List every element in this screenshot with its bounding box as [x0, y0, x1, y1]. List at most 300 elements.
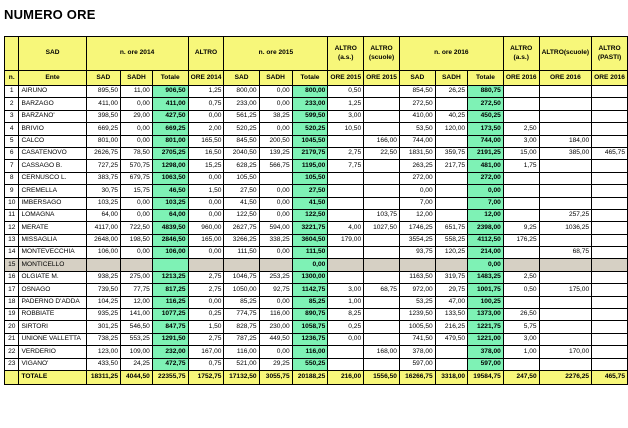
col-ore-2016-c: ORE 2016: [592, 71, 628, 86]
cell-sad-2016: 0,00: [399, 185, 435, 197]
cell-totale-2014: 906,50: [152, 86, 188, 98]
cell-altro-as-2016: 9,25: [503, 222, 539, 234]
cell-sadh-2014: 109,00: [120, 346, 152, 358]
cell-altro-as-2016: 5,75: [503, 321, 539, 333]
cell-totale-2015: 1236,75: [292, 333, 328, 345]
cell-totale-2014: 22355,75: [152, 370, 188, 384]
cell-sadh-2016: 319,75: [435, 271, 467, 283]
cell-sad-2014: 2626,75: [86, 147, 120, 159]
cell-sadh-2015: 0,00: [259, 296, 292, 308]
cell-n: 17: [5, 284, 19, 296]
cell-sad-2016: [399, 259, 435, 271]
cell-altro-pasti-2016: [592, 110, 628, 122]
cell-altro-scuole-2015: [364, 358, 400, 370]
cell-sadh-2016: 651,75: [435, 222, 467, 234]
cell-sad-2014: 801,00: [86, 135, 120, 147]
cell-altro-pasti-2016: [592, 222, 628, 234]
cell-n: 15: [5, 259, 19, 271]
cell-altro-scuole-2016: 68,75: [539, 247, 592, 259]
table-row: [5, 259, 628, 271]
cell-totale-2015: 1300,00: [292, 271, 328, 283]
table-row: [5, 247, 628, 259]
cell-altro-as-2015: 3,00: [328, 284, 364, 296]
cell-sadh-2015: 594,00: [259, 222, 292, 234]
cell-altro-scuole-2015: [364, 197, 400, 209]
cell-sadh-2016: 558,25: [435, 234, 467, 246]
cell-sadh-2015: 0,00: [259, 98, 292, 110]
cell-sad-2015: 17132,50: [224, 370, 259, 384]
cell-altro-scuole-2016: [539, 321, 592, 333]
cell-altro-2014: 165,00: [188, 234, 224, 246]
cell-sad-2014: 669,25: [86, 123, 120, 135]
cell-altro-as-2015: 0,25: [328, 321, 364, 333]
cell-sad-2014: 123,00: [86, 346, 120, 358]
cell-sad-2016: 854,50: [399, 86, 435, 98]
table-row: [5, 271, 628, 283]
cell-sadh-2016: 133,50: [435, 309, 467, 321]
header-altro-as-2015: ALTRO (a.s.): [328, 37, 364, 71]
cell-totale-2015: 122,50: [292, 209, 328, 221]
cell-totale-2015: 27,50: [292, 185, 328, 197]
table-row: [5, 358, 628, 370]
col-ore-2016-a: ORE 2016: [503, 71, 539, 86]
cell-altro-pasti-2016: [592, 135, 628, 147]
cell-sadh-2016: 47,00: [435, 296, 467, 308]
cell-sad-2014: 103,25: [86, 197, 120, 209]
cell-altro-scuole-2016: 1036,25: [539, 222, 592, 234]
cell-altro-pasti-2016: 465,75: [592, 147, 628, 159]
cell-altro-2014: 0,00: [188, 110, 224, 122]
cell-altro-as-2015: 3,00: [328, 110, 364, 122]
cell-altro-as-2016: [503, 110, 539, 122]
cell-altro-2014: 0,00: [188, 197, 224, 209]
cell-sad-2015: 774,75: [224, 309, 259, 321]
cell-sad-2016: 1746,25: [399, 222, 435, 234]
cell-sad-2016: 1831,50: [399, 147, 435, 159]
cell-totale-2016: 19584,75: [468, 370, 504, 384]
cell-sad-2015: 3266,25: [224, 234, 259, 246]
cell-totale-2016: 4112,50: [468, 234, 504, 246]
cell-altro-as-2016: 176,25: [503, 234, 539, 246]
cell-totale-2014: 1298,00: [152, 160, 188, 172]
cell-sadh-2016: [435, 197, 467, 209]
cell-altro-pasti-2016: [592, 309, 628, 321]
header-blank: [5, 37, 19, 71]
table-row: [5, 147, 628, 159]
cell-totale-2015: 1045,50: [292, 135, 328, 147]
cell-altro-pasti-2016: 465,75: [592, 370, 628, 384]
cell-altro-2014: 1,50: [188, 321, 224, 333]
table-row: [5, 234, 628, 246]
cell-sadh-2016: 3318,00: [435, 370, 467, 384]
cell-sadh-2015: 0,00: [259, 197, 292, 209]
col-totale-2015: Totale: [292, 71, 328, 86]
cell-ente: AIRUNO: [19, 86, 86, 98]
cell-altro-pasti-2016: [592, 172, 628, 184]
cell-n: 2: [5, 98, 19, 110]
cell-totale-2014: 2705,25: [152, 147, 188, 159]
cell-totale-2015: 41,50: [292, 197, 328, 209]
cell-sadh-2014: 0,00: [120, 123, 152, 135]
total-row: [5, 370, 628, 384]
cell-altro-2014: 0,00: [188, 172, 224, 184]
cell-sad-2014: 301,25: [86, 321, 120, 333]
cell-n: 16: [5, 271, 19, 283]
cell-altro-pasti-2016: [592, 333, 628, 345]
cell-totale-2016: 1221,00: [468, 333, 504, 345]
cell-totale-2015: 800,00: [292, 86, 328, 98]
table-row: [5, 222, 628, 234]
cell-n: 12: [5, 222, 19, 234]
cell-altro-2014: 0,75: [188, 358, 224, 370]
cell-sad-2015: 122,50: [224, 209, 259, 221]
col-sad-2014: SAD: [86, 71, 120, 86]
cell-ente: OLGIATE M.: [19, 271, 86, 283]
cell-sadh-2015: 566,75: [259, 160, 292, 172]
cell-totale-2016: 214,00: [468, 247, 504, 259]
cell-sadh-2016: [435, 259, 467, 271]
cell-sadh-2014: 141,00: [120, 309, 152, 321]
cell-sad-2014: 383,75: [86, 172, 120, 184]
cell-altro-scuole-2016: 184,00: [539, 135, 592, 147]
cell-sadh-2015: 338,25: [259, 234, 292, 246]
cell-altro-as-2016: 0,50: [503, 284, 539, 296]
cell-altro-as-2016: 2,50: [503, 123, 539, 135]
cell-sadh-2016: [435, 209, 467, 221]
cell-ente: VIGANO': [19, 358, 86, 370]
cell-totale-2014: 472,75: [152, 358, 188, 370]
cell-totale-2016: 1373,00: [468, 309, 504, 321]
table-row: [5, 160, 628, 172]
cell-n: 3: [5, 110, 19, 122]
cell-ente: OSNAGO: [19, 284, 86, 296]
cell-totale-2014: 669,25: [152, 123, 188, 135]
cell-ente: ROBBIATE: [19, 309, 86, 321]
header-sad: SAD: [19, 37, 86, 71]
cell-sadh-2015: 0,00: [259, 123, 292, 135]
cell-sadh-2014: 679,75: [120, 172, 152, 184]
cell-sadh-2015: 0,00: [259, 209, 292, 221]
cell-sad-2014: 4117,00: [86, 222, 120, 234]
cell-sadh-2014: 12,00: [120, 296, 152, 308]
cell-sadh-2014: 0,00: [120, 98, 152, 110]
cell-altro-2014: 0,00: [188, 296, 224, 308]
cell-sadh-2015: 116,00: [259, 309, 292, 321]
cell-altro-2014: 167,00: [188, 346, 224, 358]
cell-altro-as-2016: 1,75: [503, 160, 539, 172]
cell-sadh-2016: [435, 135, 467, 147]
cell-totale-2015: 233,00: [292, 98, 328, 110]
cell-sad-2015: 561,25: [224, 110, 259, 122]
cell-altro-as-2016: [503, 358, 539, 370]
cell-sad-2014: 106,00: [86, 247, 120, 259]
cell-altro-scuole-2016: [539, 123, 592, 135]
cell-totale-2015: 1195,00: [292, 160, 328, 172]
cell-altro-pasti-2016: [592, 284, 628, 296]
cell-sad-2015: 1046,75: [224, 271, 259, 283]
col-sad-2016: SAD: [399, 71, 435, 86]
cell-totale-2014: 801,00: [152, 135, 188, 147]
cell-altro-2014: 165,50: [188, 135, 224, 147]
cell-n: 7: [5, 160, 19, 172]
cell-altro-pasti-2016: [592, 358, 628, 370]
cell-altro-as-2015: 8,25: [328, 309, 364, 321]
cell-totale-2014: 106,00: [152, 247, 188, 259]
cell-sad-2016: 1239,50: [399, 309, 435, 321]
cell-sad-2016: 53,25: [399, 296, 435, 308]
cell-ente: SIRTORI: [19, 321, 86, 333]
cell-altro-as-2016: 3,00: [503, 333, 539, 345]
cell-altro-scuole-2015: [364, 98, 400, 110]
cell-sadh-2014: 198,50: [120, 234, 152, 246]
cell-altro-scuole-2016: 385,00: [539, 147, 592, 159]
cell-altro-pasti-2016: [592, 197, 628, 209]
cell-altro-scuole-2016: [539, 197, 592, 209]
cell-altro-scuole-2015: 1027,50: [364, 222, 400, 234]
cell-sadh-2016: [435, 358, 467, 370]
cell-sad-2014: 18311,25: [86, 370, 120, 384]
cell-altro-pasti-2016: [592, 296, 628, 308]
cell-sad-2015: [224, 259, 259, 271]
cell-sadh-2016: 216,25: [435, 321, 467, 333]
cell-totale-2015: 1142,75: [292, 284, 328, 296]
cell-altro-2014: 1752,75: [188, 370, 224, 384]
cell-altro-scuole-2015: [364, 309, 400, 321]
cell-altro-scuole-2015: 1556,50: [364, 370, 400, 384]
cell-sadh-2015: 449,50: [259, 333, 292, 345]
cell-altro-as-2015: [328, 346, 364, 358]
cell-altro-scuole-2015: [364, 160, 400, 172]
cell-sad-2016: 53,50: [399, 123, 435, 135]
cell-altro-as-2016: 2,50: [503, 271, 539, 283]
cell-totale-2014: [152, 259, 188, 271]
header-altro-pasti: ALTRO (PASTI): [592, 37, 628, 71]
cell-n: 22: [5, 346, 19, 358]
cell-altro-pasti-2016: [592, 247, 628, 259]
cell-n: 13: [5, 234, 19, 246]
cell-altro-as-2016: [503, 259, 539, 271]
cell-sad-2016: 744,00: [399, 135, 435, 147]
cell-ente: CALCO: [19, 135, 86, 147]
cell-sad-2016: 410,00: [399, 110, 435, 122]
cell-altro-scuole-2016: [539, 259, 592, 271]
cell-totale-2016: 272,00: [468, 172, 504, 184]
cell-sadh-2014: 24,25: [120, 358, 152, 370]
cell-sad-2014: [86, 259, 120, 271]
cell-totale-2015: 116,00: [292, 346, 328, 358]
col-sadh-2015: SADH: [259, 71, 292, 86]
cell-altro-pasti-2016: [592, 346, 628, 358]
cell-altro-as-2015: 216,00: [328, 370, 364, 384]
cell-sadh-2014: 553,25: [120, 333, 152, 345]
cell-altro-as-2016: 247,50: [503, 370, 539, 384]
cell-totale-2014: 4839,50: [152, 222, 188, 234]
cell-totale-2016: 597,00: [468, 358, 504, 370]
cell-altro-as-2016: 1,00: [503, 346, 539, 358]
cell-totale-2014: 103,25: [152, 197, 188, 209]
header-row-groups: [5, 37, 628, 71]
cell-altro-scuole-2016: [539, 333, 592, 345]
cell-totale-2015: 0,00: [292, 259, 328, 271]
cell-n: 20: [5, 321, 19, 333]
cell-altro-scuole-2015: [364, 296, 400, 308]
cell-totale-2016: 2191,25: [468, 147, 504, 159]
cell-altro-scuole-2016: [539, 296, 592, 308]
cell-totale-2015: 1058,75: [292, 321, 328, 333]
cell-altro-as-2016: 3,00: [503, 135, 539, 147]
cell-totale-2016: 2398,00: [468, 222, 504, 234]
cell-altro-scuole-2016: [539, 98, 592, 110]
cell-altro-as-2015: [328, 172, 364, 184]
cell-altro-2014: 0,25: [188, 309, 224, 321]
cell-altro-scuole-2015: 166,00: [364, 135, 400, 147]
table-row: [5, 185, 628, 197]
table-row: [5, 135, 628, 147]
cell-totale-2014: 2846,50: [152, 234, 188, 246]
cell-totale-2014: 46,50: [152, 185, 188, 197]
cell-sadh-2016: [435, 172, 467, 184]
cell-n: [5, 370, 19, 384]
cell-ente: CREMELLA: [19, 185, 86, 197]
cell-sadh-2014: 0,00: [120, 209, 152, 221]
cell-altro-2014: 2,75: [188, 333, 224, 345]
cell-totale-2016: 744,00: [468, 135, 504, 147]
cell-sadh-2014: 0,00: [120, 197, 152, 209]
cell-sadh-2016: [435, 346, 467, 358]
col-totale-2016: Totale: [468, 71, 504, 86]
cell-altro-as-2015: 7,75: [328, 160, 364, 172]
cell-sadh-2015: [259, 172, 292, 184]
cell-n: 4: [5, 123, 19, 135]
cell-totale-2014: 64,00: [152, 209, 188, 221]
cell-sadh-2015: [259, 259, 292, 271]
cell-sadh-2016: [435, 185, 467, 197]
cell-sad-2016: 93,75: [399, 247, 435, 259]
cell-totale-2014: 411,00: [152, 98, 188, 110]
cell-totale-2014: 817,25: [152, 284, 188, 296]
cell-ente: CERNUSCO L.: [19, 172, 86, 184]
cell-sadh-2016: 217,75: [435, 160, 467, 172]
cell-sad-2016: 597,00: [399, 358, 435, 370]
cell-altro-2014: 16,50: [188, 147, 224, 159]
cell-altro-scuole-2016: [539, 234, 592, 246]
cell-altro-as-2015: [328, 358, 364, 370]
cell-n: 21: [5, 333, 19, 345]
cell-sad-2016: 378,00: [399, 346, 435, 358]
header-altro-scuole-2016: ALTRO(scuole): [539, 37, 592, 71]
table-row: [5, 209, 628, 221]
cell-altro-scuole-2015: 68,75: [364, 284, 400, 296]
cell-altro-as-2016: [503, 172, 539, 184]
cell-sad-2015: 85,25: [224, 296, 259, 308]
cell-sad-2014: 738,25: [86, 333, 120, 345]
cell-totale-2015: 3221,75: [292, 222, 328, 234]
cell-altro-as-2015: 0,00: [328, 333, 364, 345]
cell-altro-2014: 0,00: [188, 209, 224, 221]
cell-ente: CASSAGO B.: [19, 160, 86, 172]
cell-altro-scuole-2016: 170,00: [539, 346, 592, 358]
cell-sad-2016: 12,00: [399, 209, 435, 221]
cell-altro-scuole-2016: [539, 172, 592, 184]
cell-sad-2014: 938,25: [86, 271, 120, 283]
header-altro-scuole-2015: ALTRO (scuole): [364, 37, 400, 71]
cell-totale-2016: 7,00: [468, 197, 504, 209]
cell-altro-pasti-2016: [592, 86, 628, 98]
table-row: [5, 321, 628, 333]
cell-n: 19: [5, 309, 19, 321]
cell-altro-pasti-2016: [592, 160, 628, 172]
cell-sadh-2015: 0,00: [259, 86, 292, 98]
cell-totale-2015: 890,75: [292, 309, 328, 321]
cell-altro-scuole-2016: [539, 185, 592, 197]
col-ore-2014: ORE 2014: [188, 71, 224, 86]
cell-sad-2016: 272,00: [399, 172, 435, 184]
cell-sadh-2015: 38,25: [259, 110, 292, 122]
cell-ente: BARZAGO: [19, 98, 86, 110]
table-row: [5, 296, 628, 308]
cell-sadh-2016: 120,25: [435, 247, 467, 259]
cell-n: 1: [5, 86, 19, 98]
cell-altro-as-2016: [503, 98, 539, 110]
cell-altro-pasti-2016: [592, 259, 628, 271]
cell-altro-pasti-2016: [592, 185, 628, 197]
cell-sadh-2015: 0,00: [259, 185, 292, 197]
cell-totale-2016: 12,00: [468, 209, 504, 221]
cell-altro-scuole-2015: 103,75: [364, 209, 400, 221]
cell-sad-2015: 845,50: [224, 135, 259, 147]
cell-sad-2015: 2040,50: [224, 147, 259, 159]
cell-sadh-2015: 29,25: [259, 358, 292, 370]
cell-altro-as-2015: [328, 135, 364, 147]
cell-ente: BARZANO': [19, 110, 86, 122]
cell-altro-as-2015: [328, 197, 364, 209]
cell-sad-2014: 935,25: [86, 309, 120, 321]
col-ore-2015-a: ORE 2015: [328, 71, 364, 86]
col-n: n.: [5, 71, 19, 86]
cell-sad-2015: 27,50: [224, 185, 259, 197]
cell-altro-2014: [188, 259, 224, 271]
cell-n: 9: [5, 185, 19, 197]
cell-sad-2014: 398,50: [86, 110, 120, 122]
cell-totale-2016: 880,75: [468, 86, 504, 98]
cell-totale-2016: 450,25: [468, 110, 504, 122]
table-row: [5, 110, 628, 122]
cell-totale-2016: 1001,75: [468, 284, 504, 296]
cell-sad-2016: 16266,75: [399, 370, 435, 384]
cell-sad-2014: 411,00: [86, 98, 120, 110]
cell-sadh-2014: 11,00: [120, 86, 152, 98]
cell-altro-scuole-2016: 257,25: [539, 209, 592, 221]
cell-totale-2016: 1483,25: [468, 271, 504, 283]
cell-sad-2015: 828,75: [224, 321, 259, 333]
cell-altro-2014: 2,75: [188, 271, 224, 283]
cell-n: 5: [5, 135, 19, 147]
cell-altro-pasti-2016: [592, 271, 628, 283]
cell-totale-2016: 481,00: [468, 160, 504, 172]
cell-altro-2014: 15,25: [188, 160, 224, 172]
cell-sad-2016: 1163,50: [399, 271, 435, 283]
col-totale-2014: Totale: [152, 71, 188, 86]
cell-n: 8: [5, 172, 19, 184]
cell-altro-scuole-2015: 168,00: [364, 346, 400, 358]
cell-sadh-2015: 0,00: [259, 346, 292, 358]
col-sadh-2016: SADH: [435, 71, 467, 86]
cell-altro-as-2016: [503, 185, 539, 197]
cell-sadh-2014: 4044,50: [120, 370, 152, 384]
header-ore-2015: n. ore 2015: [224, 37, 328, 71]
table-row: [5, 346, 628, 358]
cell-altro-as-2015: 1,25: [328, 98, 364, 110]
